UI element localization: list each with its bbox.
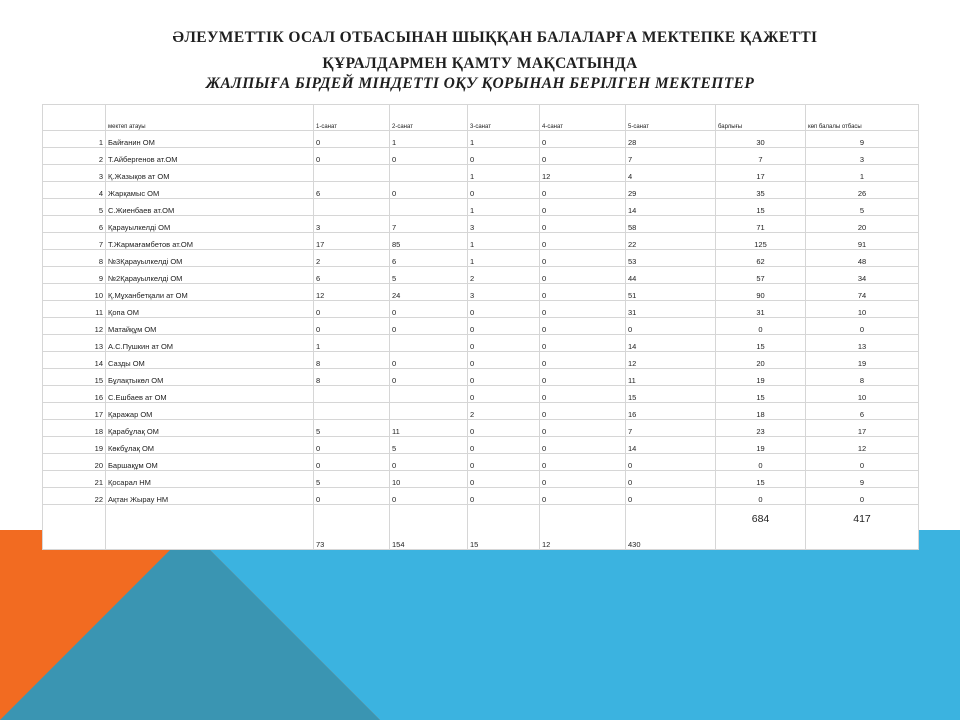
category-2-cell: 24	[390, 284, 468, 301]
large-family-cell: 10	[806, 301, 919, 318]
category-2-cell: 10	[390, 471, 468, 488]
totals-row-index	[43, 505, 106, 550]
category-4-cell: 0	[540, 182, 626, 199]
category-4-cell: 0	[540, 488, 626, 505]
large-family-cell: 3	[806, 148, 919, 165]
large-family-cell: 20	[806, 216, 919, 233]
table-row	[43, 284, 919, 301]
large-family-cell: 17	[806, 420, 919, 437]
large-family-cell: 0	[806, 488, 919, 505]
school-name: Матайқұм ОМ	[106, 318, 314, 335]
table-header-row	[43, 105, 919, 131]
header-school-name: мектеп атауы	[106, 105, 314, 131]
row-index: 16	[43, 386, 106, 403]
category-4-cell: 0	[540, 267, 626, 284]
large-family-cell: 26	[806, 182, 919, 199]
category-5-cell: 31	[626, 301, 716, 318]
category-5-cell: 7	[626, 148, 716, 165]
total-cell: 23	[716, 420, 806, 437]
table-row	[43, 182, 919, 199]
totals-large-family-cell: 417	[806, 505, 919, 550]
category-2-cell: 11	[390, 420, 468, 437]
large-family-cell: 34	[806, 267, 919, 284]
school-name: Баршақұм ОМ	[106, 454, 314, 471]
school-name: Қарабұлақ ОМ	[106, 420, 314, 437]
category-2-cell: 0	[390, 301, 468, 318]
category-2-cell	[390, 403, 468, 420]
category-2-cell: 0	[390, 454, 468, 471]
table-row	[43, 233, 919, 250]
category-5-cell: 29	[626, 182, 716, 199]
category-3-cell: 0	[468, 471, 540, 488]
category-5-cell: 0	[626, 454, 716, 471]
total-cell: 19	[716, 437, 806, 454]
category-3-cell: 1	[468, 250, 540, 267]
total-cell: 57	[716, 267, 806, 284]
category-3-cell: 0	[468, 352, 540, 369]
category-2-cell: 0	[390, 148, 468, 165]
row-index: 2	[43, 148, 106, 165]
category-3-cell: 1	[468, 199, 540, 216]
category-4-cell: 0	[540, 369, 626, 386]
total-cell: 19	[716, 369, 806, 386]
category-3-cell: 1	[468, 233, 540, 250]
category-1-cell: 0	[314, 454, 390, 471]
totals-category-2-cell: 154	[390, 505, 468, 550]
table-row	[43, 420, 919, 437]
category-4-cell: 12	[540, 165, 626, 182]
row-index: 5	[43, 199, 106, 216]
total-cell: 15	[716, 199, 806, 216]
title-line-2: ҚҰРАЛДАРМЕН ҚАМТУ МАҚСАТЫНДА	[322, 55, 638, 72]
total-cell: 31	[716, 301, 806, 318]
category-4-cell: 0	[540, 318, 626, 335]
category-4-cell: 0	[540, 403, 626, 420]
row-index: 15	[43, 369, 106, 386]
total-cell: 125	[716, 233, 806, 250]
category-5-cell: 58	[626, 216, 716, 233]
school-name: Байғанин ОМ	[106, 131, 314, 148]
category-2-cell: 1	[390, 131, 468, 148]
school-name: С.Ешбаев ат ОМ	[106, 386, 314, 403]
total-cell: 18	[716, 403, 806, 420]
category-5-cell: 14	[626, 199, 716, 216]
school-name: Қ.Жазықов ат ОМ	[106, 165, 314, 182]
total-cell: 71	[716, 216, 806, 233]
category-1-cell: 0	[314, 318, 390, 335]
category-4-cell: 0	[540, 301, 626, 318]
row-index: 10	[43, 284, 106, 301]
table-row	[43, 318, 919, 335]
row-index: 17	[43, 403, 106, 420]
table-row	[43, 437, 919, 454]
table-row	[43, 148, 919, 165]
large-family-cell: 9	[806, 131, 919, 148]
category-2-cell: 6	[390, 250, 468, 267]
category-3-cell: 3	[468, 284, 540, 301]
category-4-cell: 0	[540, 233, 626, 250]
total-cell: 15	[716, 386, 806, 403]
category-3-cell: 3	[468, 216, 540, 233]
schools-table	[42, 104, 919, 550]
school-name: №2Қарауылкелді ОМ	[106, 267, 314, 284]
header-large-family: көп балалы отбасы	[806, 105, 919, 131]
category-1-cell	[314, 199, 390, 216]
category-1-cell: 12	[314, 284, 390, 301]
category-5-cell: 14	[626, 437, 716, 454]
category-5-cell: 12	[626, 352, 716, 369]
category-5-cell: 7	[626, 420, 716, 437]
totals-category-5-cell: 430	[626, 505, 716, 550]
category-2-cell: 0	[390, 318, 468, 335]
school-name: Сазды ОМ	[106, 352, 314, 369]
total-cell: 90	[716, 284, 806, 301]
large-family-cell: 91	[806, 233, 919, 250]
category-4-cell: 0	[540, 420, 626, 437]
title-line-3: ЖАЛПЫҒА БІРДЕЙ МІНДЕТТІ ОҚУ ҚОРЫНАН БЕРІЛГЕН МЕКТЕПТЕР	[205, 75, 755, 92]
large-family-cell: 0	[806, 318, 919, 335]
totals-category-1-cell: 73	[314, 505, 390, 550]
category-3-cell: 0	[468, 420, 540, 437]
category-4-cell: 0	[540, 471, 626, 488]
category-4-cell: 0	[540, 437, 626, 454]
category-4-cell: 0	[540, 148, 626, 165]
table-row	[43, 199, 919, 216]
category-3-cell: 2	[468, 267, 540, 284]
title-line-1: ӘЛЕУМЕТТІК ОСАЛ ОТБАСЫНАН ШЫҚҚАН БАЛАЛАРҒА МЕКТЕПКЕ ҚАЖЕТТІ	[172, 29, 818, 46]
totals-total-cell: 684	[716, 505, 806, 550]
category-5-cell: 53	[626, 250, 716, 267]
large-family-cell: 13	[806, 335, 919, 352]
category-2-cell: 5	[390, 437, 468, 454]
school-name: Жарқамыс ОМ	[106, 182, 314, 199]
row-index: 6	[43, 216, 106, 233]
category-1-cell: 3	[314, 216, 390, 233]
category-1-cell: 6	[314, 182, 390, 199]
school-name: Т.Жармағамбетов ат.ОМ	[106, 233, 314, 250]
totals-row	[43, 505, 919, 550]
category-2-cell	[390, 386, 468, 403]
category-1-cell: 0	[314, 301, 390, 318]
category-2-cell	[390, 335, 468, 352]
category-5-cell: 44	[626, 267, 716, 284]
table-row	[43, 335, 919, 352]
table-row	[43, 216, 919, 233]
category-5-cell: 16	[626, 403, 716, 420]
table-row	[43, 369, 919, 386]
category-5-cell: 0	[626, 318, 716, 335]
large-family-cell: 8	[806, 369, 919, 386]
category-3-cell: 0	[468, 386, 540, 403]
category-4-cell: 0	[540, 454, 626, 471]
totals-school-name	[106, 505, 314, 550]
large-family-cell: 0	[806, 454, 919, 471]
category-5-cell: 14	[626, 335, 716, 352]
category-3-cell: 0	[468, 148, 540, 165]
category-2-cell: 7	[390, 216, 468, 233]
category-2-cell: 0	[390, 369, 468, 386]
total-cell: 7	[716, 148, 806, 165]
row-index: 3	[43, 165, 106, 182]
total-cell: 15	[716, 471, 806, 488]
total-cell: 62	[716, 250, 806, 267]
school-name: Көкбұлақ ОМ	[106, 437, 314, 454]
slide-title	[0, 28, 960, 94]
row-index: 22	[43, 488, 106, 505]
category-4-cell: 0	[540, 131, 626, 148]
category-2-cell	[390, 199, 468, 216]
total-cell: 15	[716, 335, 806, 352]
category-1-cell	[314, 386, 390, 403]
category-5-cell: 0	[626, 471, 716, 488]
row-index: 14	[43, 352, 106, 369]
category-2-cell: 85	[390, 233, 468, 250]
category-3-cell: 0	[468, 335, 540, 352]
row-index: 20	[43, 454, 106, 471]
category-4-cell: 0	[540, 216, 626, 233]
category-1-cell: 0	[314, 437, 390, 454]
row-index: 1	[43, 131, 106, 148]
category-3-cell: 2	[468, 403, 540, 420]
category-1-cell: 0	[314, 131, 390, 148]
table-row	[43, 352, 919, 369]
category-1-cell: 5	[314, 420, 390, 437]
school-name: Ақтан Жырау НМ	[106, 488, 314, 505]
total-cell: 30	[716, 131, 806, 148]
category-4-cell: 0	[540, 199, 626, 216]
category-3-cell: 0	[468, 301, 540, 318]
category-2-cell: 5	[390, 267, 468, 284]
table-row	[43, 165, 919, 182]
school-name: А.С.Пушкин ат ОМ	[106, 335, 314, 352]
category-3-cell: 1	[468, 131, 540, 148]
category-1-cell: 6	[314, 267, 390, 284]
school-name: С.Жиенбаев ат.ОМ	[106, 199, 314, 216]
row-index: 13	[43, 335, 106, 352]
category-3-cell: 0	[468, 369, 540, 386]
table-row	[43, 131, 919, 148]
category-1-cell: 1	[314, 335, 390, 352]
large-family-cell: 19	[806, 352, 919, 369]
school-name: Қ.Мұханбетқали ат ОМ	[106, 284, 314, 301]
total-cell: 20	[716, 352, 806, 369]
school-name: Бұлақтыкөл ОМ	[106, 369, 314, 386]
table-row	[43, 386, 919, 403]
large-family-cell: 48	[806, 250, 919, 267]
school-name: №3Қарауылкелді ОМ	[106, 250, 314, 267]
category-3-cell: 0	[468, 318, 540, 335]
category-1-cell: 8	[314, 352, 390, 369]
category-4-cell: 0	[540, 250, 626, 267]
row-index: 21	[43, 471, 106, 488]
row-index: 9	[43, 267, 106, 284]
total-cell: 0	[716, 318, 806, 335]
category-5-cell: 4	[626, 165, 716, 182]
header-category-1: 1-санат	[314, 105, 390, 131]
row-index: 11	[43, 301, 106, 318]
category-1-cell: 0	[314, 148, 390, 165]
category-1-cell: 8	[314, 369, 390, 386]
category-3-cell: 0	[468, 454, 540, 471]
large-family-cell: 1	[806, 165, 919, 182]
category-5-cell: 15	[626, 386, 716, 403]
category-5-cell: 0	[626, 488, 716, 505]
category-3-cell: 0	[468, 437, 540, 454]
category-2-cell: 0	[390, 488, 468, 505]
category-4-cell: 0	[540, 352, 626, 369]
header-category-5: 5-санат	[626, 105, 716, 131]
table-row	[43, 267, 919, 284]
header-index	[43, 105, 106, 131]
school-name: Қосарал НМ	[106, 471, 314, 488]
row-index: 19	[43, 437, 106, 454]
large-family-cell: 12	[806, 437, 919, 454]
category-4-cell: 0	[540, 335, 626, 352]
large-family-cell: 9	[806, 471, 919, 488]
category-2-cell	[390, 165, 468, 182]
row-index: 12	[43, 318, 106, 335]
category-3-cell: 1	[468, 165, 540, 182]
table-row	[43, 403, 919, 420]
category-2-cell: 0	[390, 182, 468, 199]
total-cell: 0	[716, 454, 806, 471]
category-5-cell: 22	[626, 233, 716, 250]
category-2-cell: 0	[390, 352, 468, 369]
total-cell: 17	[716, 165, 806, 182]
school-name: Қарауылкелді ОМ	[106, 216, 314, 233]
category-1-cell: 17	[314, 233, 390, 250]
header-category-2: 2-санат	[390, 105, 468, 131]
table-row	[43, 471, 919, 488]
category-1-cell	[314, 403, 390, 420]
table-row	[43, 301, 919, 318]
category-5-cell: 28	[626, 131, 716, 148]
totals-category-4-cell: 12	[540, 505, 626, 550]
category-1-cell: 2	[314, 250, 390, 267]
school-name: Қопа ОМ	[106, 301, 314, 318]
large-family-cell: 10	[806, 386, 919, 403]
totals-category-3-cell: 15	[468, 505, 540, 550]
category-1-cell: 0	[314, 488, 390, 505]
table-row	[43, 488, 919, 505]
large-family-cell: 5	[806, 199, 919, 216]
category-4-cell: 0	[540, 284, 626, 301]
row-index: 4	[43, 182, 106, 199]
table-row	[43, 454, 919, 471]
school-name: Т.Айбергенов ат.ОМ	[106, 148, 314, 165]
large-family-cell: 74	[806, 284, 919, 301]
category-5-cell: 51	[626, 284, 716, 301]
total-cell: 35	[716, 182, 806, 199]
row-index: 18	[43, 420, 106, 437]
school-name: Қаражар ОМ	[106, 403, 314, 420]
row-index: 8	[43, 250, 106, 267]
category-5-cell: 11	[626, 369, 716, 386]
table-row	[43, 250, 919, 267]
large-family-cell: 6	[806, 403, 919, 420]
total-cell: 0	[716, 488, 806, 505]
category-3-cell: 0	[468, 182, 540, 199]
category-1-cell	[314, 165, 390, 182]
category-3-cell: 0	[468, 488, 540, 505]
header-total: барлығы	[716, 105, 806, 131]
category-4-cell: 0	[540, 386, 626, 403]
header-category-3: 3-санат	[468, 105, 540, 131]
category-1-cell: 5	[314, 471, 390, 488]
row-index: 7	[43, 233, 106, 250]
header-category-4: 4-санат	[540, 105, 626, 131]
